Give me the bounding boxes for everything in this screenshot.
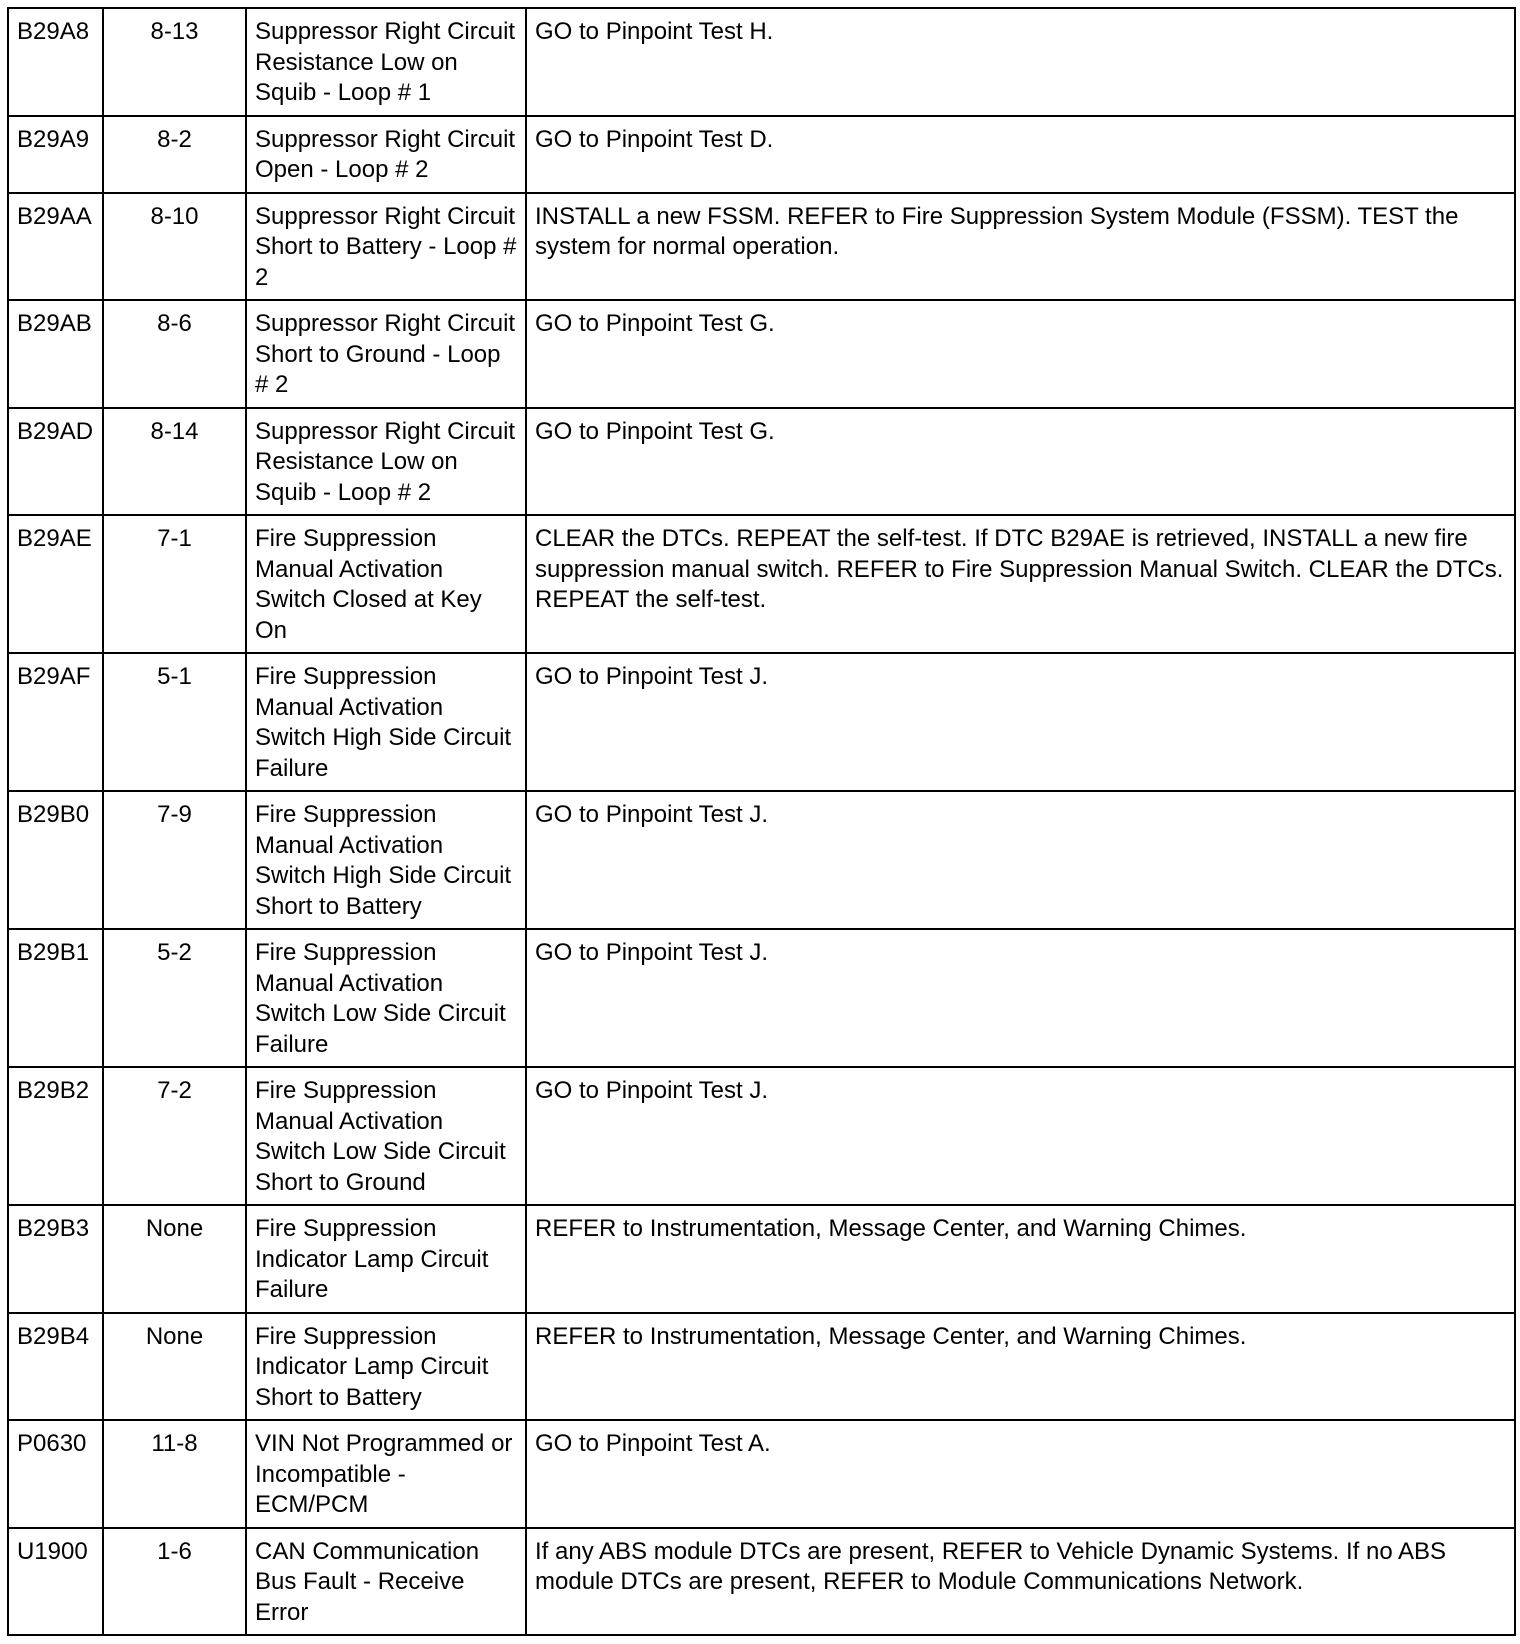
dtc-code-cell: B29B2 (8, 1067, 103, 1205)
table-row (8, 193, 1515, 301)
action-cell: If any ABS module DTCs are present, REFER to Vehicle Dynamic Systems. If no ABS module DTCs are present, REFER to Module Communications Network. (526, 1528, 1515, 1636)
description-cell: Fire Suppression Indicator Lamp Circuit Failure (246, 1205, 526, 1313)
blink-code-cell: None (103, 1313, 246, 1421)
dtc-code-cell: B29AE (8, 515, 103, 653)
blink-code-cell: 7-2 (103, 1067, 246, 1205)
dtc-code-cell: B29B3 (8, 1205, 103, 1313)
action-cell: GO to Pinpoint Test H. (526, 8, 1515, 116)
dtc-code-cell: B29B0 (8, 791, 103, 929)
description-cell: CAN Communication Bus Fault - Receive Error (246, 1528, 526, 1636)
table-row (8, 515, 1515, 653)
action-cell: GO to Pinpoint Test J. (526, 791, 1515, 929)
action-cell: INSTALL a new FSSM. REFER to Fire Suppression System Module (FSSM). TEST the system for normal operation. (526, 193, 1515, 301)
action-cell: CLEAR the DTCs. REPEAT the self-test. If DTC B29AE is retrieved, INSTALL a new fire suppression manual switch. REFER to Fire Suppression Manual Switch. CLEAR the DTCs. REPEAT the self-test. (526, 515, 1515, 653)
dtc-table (7, 7, 1516, 1636)
blink-code-cell: 7-1 (103, 515, 246, 653)
table-row (8, 1528, 1515, 1636)
blink-code-cell: 7-9 (103, 791, 246, 929)
blink-code-cell: 11-8 (103, 1420, 246, 1528)
dtc-code-cell: B29AB (8, 300, 103, 408)
action-cell: GO to Pinpoint Test A. (526, 1420, 1515, 1528)
blink-code-cell: 1-6 (103, 1528, 246, 1636)
blink-code-cell: 5-2 (103, 929, 246, 1067)
dtc-code-cell: B29AD (8, 408, 103, 516)
blink-code-cell: 8-10 (103, 193, 246, 301)
description-cell: Suppressor Right Circuit Resistance Low on Squib - Loop # 1 (246, 8, 526, 116)
dtc-code-cell: B29B1 (8, 929, 103, 1067)
description-cell: Fire Suppression Manual Activation Switch High Side Circuit Failure (246, 653, 526, 791)
action-cell: REFER to Instrumentation, Message Center, and Warning Chimes. (526, 1205, 1515, 1313)
dtc-code-cell: B29AF (8, 653, 103, 791)
description-cell: Fire Suppression Indicator Lamp Circuit Short to Battery (246, 1313, 526, 1421)
table-row (8, 1313, 1515, 1421)
table-row (8, 653, 1515, 791)
action-cell: GO to Pinpoint Test D. (526, 116, 1515, 193)
table-row (8, 929, 1515, 1067)
description-cell: Suppressor Right Circuit Open - Loop # 2 (246, 116, 526, 193)
action-cell: GO to Pinpoint Test G. (526, 300, 1515, 408)
action-cell: GO to Pinpoint Test J. (526, 653, 1515, 791)
blink-code-cell: 5-1 (103, 653, 246, 791)
table-row (8, 300, 1515, 408)
description-cell: Fire Suppression Manual Activation Switch Low Side Circuit Short to Ground (246, 1067, 526, 1205)
table-row (8, 1067, 1515, 1205)
blink-code-cell: 8-2 (103, 116, 246, 193)
action-cell: GO to Pinpoint Test J. (526, 929, 1515, 1067)
dtc-code-cell: P0630 (8, 1420, 103, 1528)
description-cell: Suppressor Right Circuit Short to Ground - Loop # 2 (246, 300, 526, 408)
action-cell: REFER to Instrumentation, Message Center, and Warning Chimes. (526, 1313, 1515, 1421)
description-cell: Fire Suppression Manual Activation Switch Low Side Circuit Failure (246, 929, 526, 1067)
blink-code-cell: None (103, 1205, 246, 1313)
dtc-code-cell: B29A8 (8, 8, 103, 116)
dtc-table-body (8, 8, 1515, 1635)
action-cell: GO to Pinpoint Test J. (526, 1067, 1515, 1205)
table-row (8, 408, 1515, 516)
dtc-code-cell: B29B4 (8, 1313, 103, 1421)
description-cell: Fire Suppression Manual Activation Switch Closed at Key On (246, 515, 526, 653)
table-row (8, 8, 1515, 116)
description-cell: VIN Not Programmed or Incompatible - ECM/PCM (246, 1420, 526, 1528)
action-cell: GO to Pinpoint Test G. (526, 408, 1515, 516)
table-row (8, 791, 1515, 929)
description-cell: Suppressor Right Circuit Resistance Low on Squib - Loop # 2 (246, 408, 526, 516)
table-row (8, 1420, 1515, 1528)
dtc-code-cell: B29AA (8, 193, 103, 301)
description-cell: Fire Suppression Manual Activation Switch High Side Circuit Short to Battery (246, 791, 526, 929)
blink-code-cell: 8-13 (103, 8, 246, 116)
blink-code-cell: 8-14 (103, 408, 246, 516)
blink-code-cell: 8-6 (103, 300, 246, 408)
table-row (8, 1205, 1515, 1313)
description-cell: Suppressor Right Circuit Short to Battery - Loop # 2 (246, 193, 526, 301)
dtc-code-cell: B29A9 (8, 116, 103, 193)
dtc-code-cell: U1900 (8, 1528, 103, 1636)
table-row (8, 116, 1515, 193)
